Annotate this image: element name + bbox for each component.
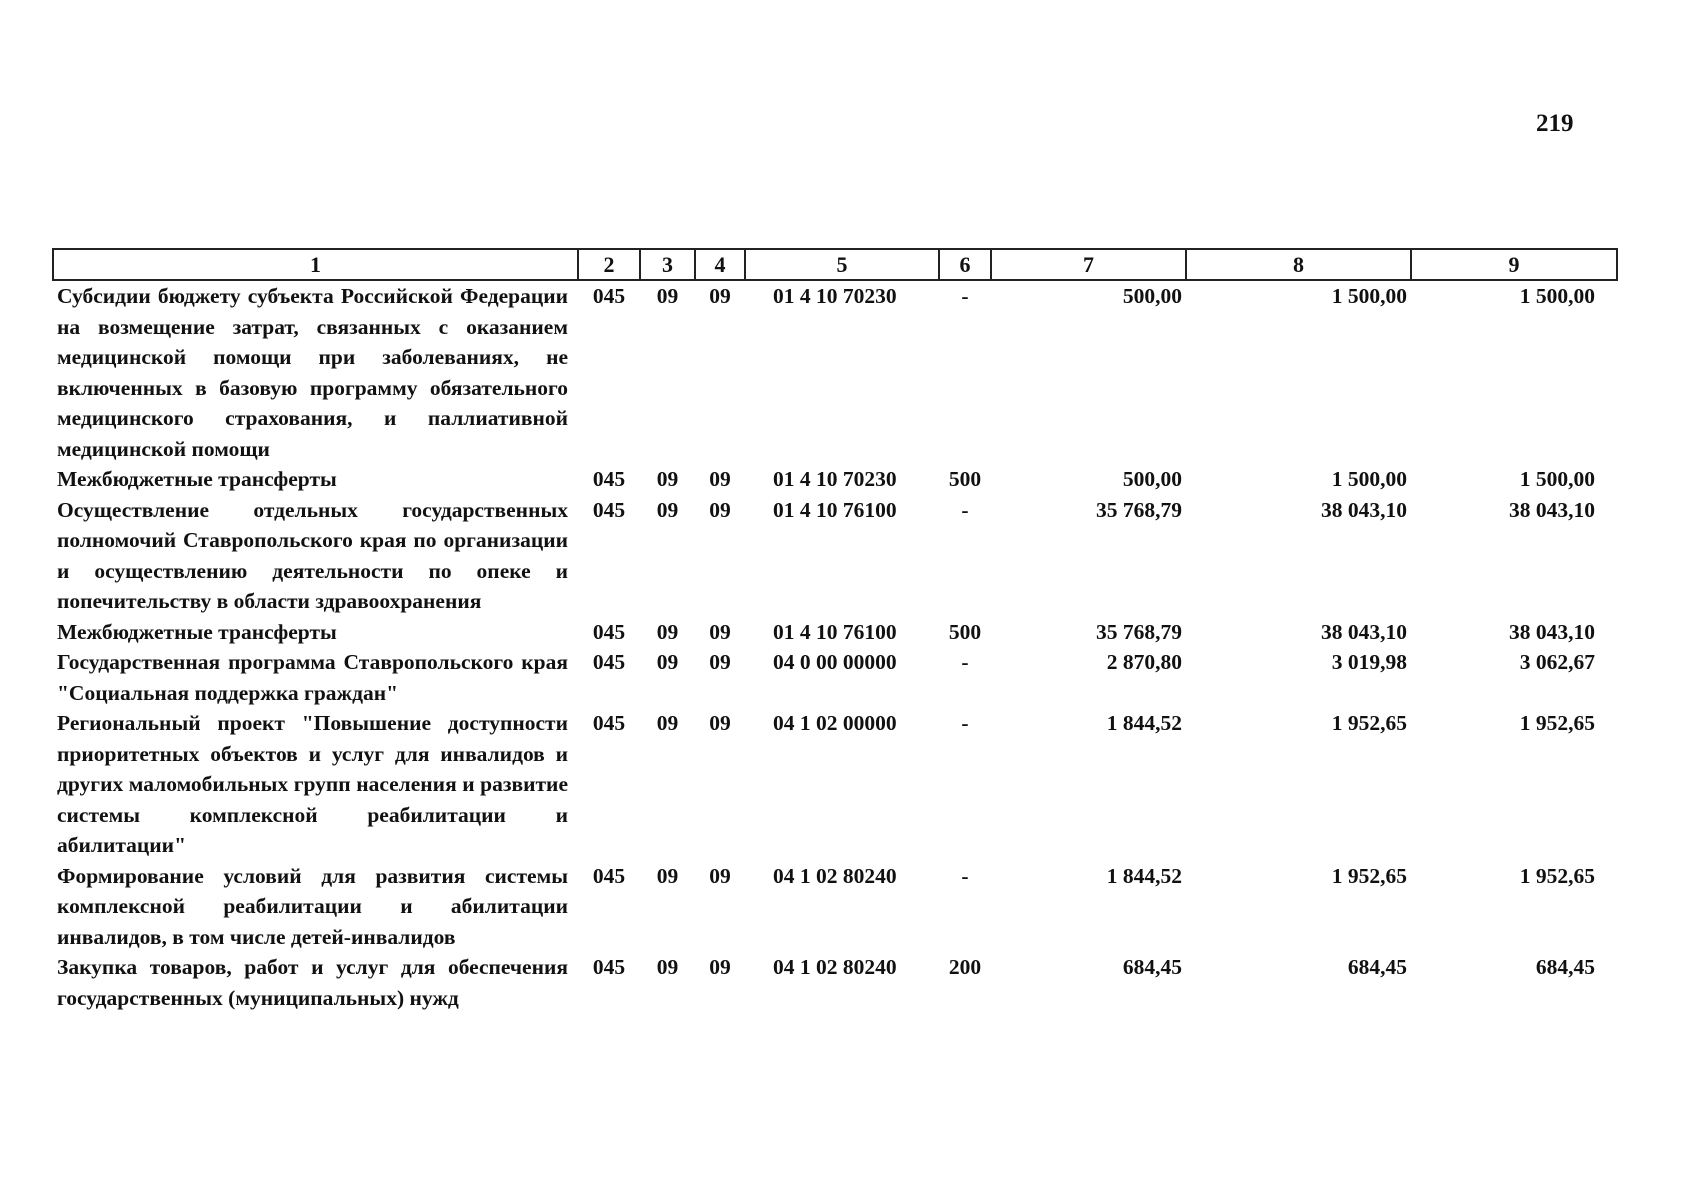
admin-code: 045 [592, 711, 626, 735]
amount-col9: 1 952,65 [1519, 711, 1595, 735]
table-row [53, 861, 1617, 953]
admin-code: 045 [592, 863, 626, 888]
amount-col9: 38 043,10 [1509, 619, 1595, 644]
amount-col8: 38 043,10 [1321, 619, 1407, 644]
target-article-code: 01 4 10 70230 [773, 284, 897, 308]
expense-type-code: 200 [948, 955, 982, 979]
expense-type-code: 500 [948, 467, 982, 491]
header-cell-9: 9 [1411, 249, 1617, 280]
subsection-code: 09 [709, 863, 731, 888]
admin-code: 045 [592, 497, 626, 522]
row-description: Государственная программа Ставропольского края "Социальная поддержка граждан" [57, 650, 568, 705]
amount-col8: 1 500,00 [1331, 284, 1407, 308]
amount-col7: 2 870,80 [1106, 650, 1182, 674]
table-row [53, 280, 1617, 464]
target-article-code: 04 1 02 00000 [773, 711, 897, 735]
expense-type-code: - [961, 650, 969, 674]
amount-col7: 35 768,79 [1096, 619, 1182, 644]
header-cell-6: 6 [939, 249, 991, 280]
table-body [53, 280, 1617, 1013]
subsection-code: 09 [709, 497, 731, 522]
section-code: 09 [656, 619, 679, 644]
header-cell-1: 1 [53, 249, 578, 280]
subsection-code: 09 [709, 711, 731, 735]
table-row [53, 708, 1617, 861]
amount-col9: 1 500,00 [1519, 284, 1595, 308]
row-description: Субсидии бюджету субъекта Российской Федерации на возмещение затрат, связанных с оказанием медицинской помощи при заболеваниях, не включенных в базовую программу обязательного медицинского страхования, и паллиативной медицинской помощи [57, 284, 568, 461]
target-article-code: 01 4 10 70230 [773, 467, 897, 491]
amount-col7: 500,00 [1122, 467, 1182, 491]
amount-col7: 1 844,52 [1106, 863, 1182, 888]
subsection-code: 09 [709, 650, 731, 674]
admin-code: 045 [592, 955, 626, 979]
header-cell-7: 7 [991, 249, 1186, 280]
section-code: 09 [656, 711, 679, 735]
target-article-code: 04 1 02 80240 [773, 955, 897, 979]
section-code: 09 [656, 497, 679, 522]
section-code: 09 [656, 863, 679, 888]
table-row [53, 464, 1617, 495]
amount-col8: 684,45 [1347, 955, 1407, 979]
amount-col8: 1 952,65 [1331, 863, 1407, 888]
expense-type-code: - [961, 863, 969, 888]
table-row [53, 647, 1617, 708]
amount-col9: 684,45 [1535, 955, 1595, 979]
budget-table [52, 248, 1618, 1013]
header-cell-5: 5 [745, 249, 939, 280]
amount-col9: 1 500,00 [1519, 467, 1595, 491]
amount-col7: 1 844,52 [1106, 711, 1182, 735]
admin-code: 045 [592, 467, 626, 491]
amount-col9: 1 952,65 [1519, 863, 1595, 888]
section-code: 09 [656, 467, 679, 491]
subsection-code: 09 [709, 955, 731, 979]
header-cell-3: 3 [640, 249, 695, 280]
header-cell-8: 8 [1186, 249, 1411, 280]
amount-col7: 684,45 [1122, 955, 1182, 979]
table-row [53, 495, 1617, 617]
expense-type-code: 500 [948, 619, 982, 644]
table-header [53, 249, 1617, 280]
subsection-code: 09 [709, 284, 731, 308]
section-code: 09 [656, 650, 679, 674]
expense-type-code: - [961, 711, 969, 735]
target-article-code: 01 4 10 76100 [773, 497, 897, 522]
amount-col9: 3 062,67 [1519, 650, 1595, 674]
amount-col8: 1 952,65 [1331, 711, 1407, 735]
subsection-code: 09 [709, 619, 731, 644]
target-article-code: 04 0 00 00000 [773, 650, 897, 674]
row-description: Межбюджетные трансферты [57, 619, 337, 644]
header-cell-2: 2 [578, 249, 640, 280]
section-code: 09 [656, 284, 679, 308]
amount-col7: 35 768,79 [1096, 497, 1182, 522]
target-article-code: 04 1 02 80240 [773, 863, 897, 888]
row-description: Формирование условий для развития системы комплексной реабилитации и абилитации инвалидов, в том числе детей-инвалидов [57, 863, 568, 949]
budget-table-container [52, 248, 1616, 1013]
amount-col9: 38 043,10 [1509, 497, 1595, 522]
row-description: Межбюджетные трансферты [57, 467, 337, 491]
header-row [53, 249, 1617, 280]
row-description: Осуществление отдельных государственных полномочий Ставропольского края по организации и осуществлению деятельности по опеке и попечительству в области здравоохранения [57, 497, 568, 613]
amount-col8: 3 019,98 [1331, 650, 1407, 674]
expense-type-code: - [961, 497, 969, 522]
section-code: 09 [656, 955, 679, 979]
admin-code: 045 [592, 284, 626, 308]
expense-type-code: - [961, 284, 969, 308]
admin-code: 045 [592, 650, 626, 674]
row-description: Региональный проект "Повышение доступности приоритетных объектов и услуг для инвалидов и других маломобильных групп населения и развитие системы комплексной реабилитации и абилитации" [57, 711, 568, 857]
target-article-code: 01 4 10 76100 [773, 619, 897, 644]
subsection-code: 09 [709, 467, 731, 491]
header-cell-4: 4 [695, 249, 745, 280]
page-number: 219 [1536, 110, 1574, 137]
table-row [53, 952, 1617, 1013]
row-description: Закупка товаров, работ и услуг для обеспечения государственных (муниципальных) нужд [57, 955, 568, 1010]
table-row [53, 617, 1617, 648]
amount-col7: 500,00 [1122, 284, 1182, 308]
amount-col8: 38 043,10 [1321, 497, 1407, 522]
amount-col8: 1 500,00 [1331, 467, 1407, 491]
admin-code: 045 [592, 619, 626, 644]
